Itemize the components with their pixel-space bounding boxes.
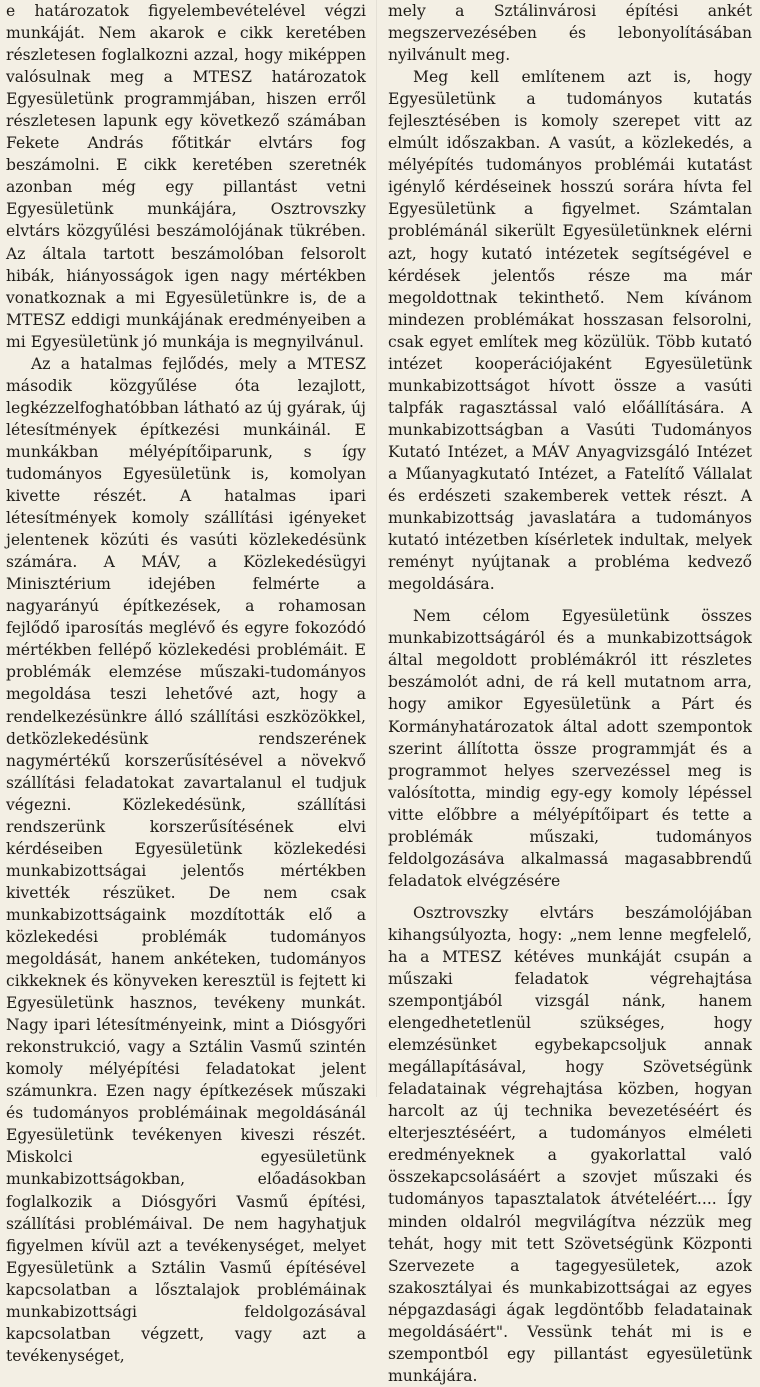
right-text-column bbox=[388, 0, 752, 1385]
paragraph-continuation: e határozatok figyelembevételével végzi munkáját. Nem akarok e cikk keretében részletesen foglalkozni azzal, hogy miképpen valósulnak meg a MTESZ határozatok Egyesületünk programmjában, hiszen erről részletesen lapunk egy következő számában Fekete András főtitkár elvtárs fog beszámolni. E cikk keretében szeretnék azonban még egy pillantást vetni Egyesületünk munkájára, Osztrovszky elvtárs közgyűlési beszámolójának tükrében. Az általa tartott beszámolóban felsorolt hibák, hiányosságok igen nagy mértékben vonatkoznak a mi Egyesületünkre is, de a MTESZ eddigi munkájának eredményeiben a mi Egyesületünk jó munkája is megnyilvánul. bbox=[6, 2, 366, 351]
paragraph-sztalinvaros: mely a Sztálinvárosi építési ankét megszervezésében és lebonyolításában nyilvánult meg. bbox=[388, 2, 752, 65]
paragraph-development: Az a hatalmas fejlődés, mely a MTESZ második közgyűlése óta lezajlott, legkézzelfoghatóbban látható az új gyárak, új létesítmények építkezési munkáinál. E munkákban mélyépítőiparunk, s így tudományos Egyesületünk is, komolyan kivette részét. A hatalmas ipari létesítmények komoly szállítási igényeket jelentenek közúti és vasúti közlekedésünk számára. A MÁV, a Közlekedésügyi Minisztérium idejében felmérte a nagyarányú építkezések, a rohamosan fejlődő iparosítás meglévő és egyre fokozódó mértékben fellépő közlekedési problémáit. E problémák elemzése műszaki-tudományos megoldása teszi lehetővé azt, hogy a rendelkezésünkre álló szállítási eszközökkel, detközlekedésünk rendszerének nagymértékű korszerűsítésével a növekvő szállítási feladatokat zavartalanul el tudjuk végezni. Közlekedésünk, szállítási rendszerünk korszerűsítésének elvi kérdéseiben Egyesületünk közlekedési munkabizottságai jelentős mértékben kivették részüket. De nem csak munkabizottságaink mozdították elő a közlekedési problémák tudományos megoldását, hanem ankéteken, tudományos cikkeknek és könyveken keresztül is fejtett ki Egyesületünk hasznos, tevékeny munkát. Nagy ipari létesítményeink, mint a Diósgyőri rekonstrukció, vagy a Sztálin Vasmű szintén komoly mélyépítési feladatokat jelent számunkra. Ezen nagy építkezések műszaki és tudományos problémáinak megoldásánál Egyesületünk tevékenyen kiveszi részét. Miskolci egyesületünk munkabizottságokban, előadásokban foglalkozik a Diósgyőri Vasmű építési, szállítási problémáival. De nem hagyhatjuk figyelmen kívül azt a tevékenységet, melyet Egyesületünk a Sztálin Vasmű építésével kapcsolatban a lősztalajok problémáinak munkabizottsági feldolgozásával kapcsolatban végzett, vagy azt a tevékenységet, bbox=[6, 354, 366, 1365]
column-gutter bbox=[376, 0, 377, 1097]
paragraph-research: Meg kell említenem azt is, hogy Egyesületünk a tudományos kutatás fejlesztésében is komoly szerepet vitt az elmúlt időszakban. A vasút, a közlekedés, a mélyépítés tudományos problémái kutatást igénylő kérdéseinek hosszú sorára hívta fel Egyesületünk a figyelmet. Számtalan problémánál sikerült Egyesületünknek elérni azt, hogy kutató intézetek segítségével e kérdések jelentős része ma már megoldottnak tekinthető. Nem kívánom mindezen problémákat hosszasan felsorolni, csak egyet említek meg közülük. Több kutató intézet kooperációjaként Egyesületünk munkabizottságot hívott össze a vasúti talpfák ragasztással való előállítására. A munkabizottságban a Vasúti Tudományos Kutató Intézet, a MÁV Anyagvizsgáló Intézet a Műanyagkutató Intézet, a Fatelítő Vállalat és erdészeti szakemberek vettek részt. A munkabizottság javaslatára a tudományos kutató intézetben kísérletek indultak, melyek reményt nyújtanak a probléma kedvező megoldására. bbox=[388, 68, 752, 594]
left-text-column bbox=[6, 0, 366, 1365]
paragraph-program: Nem célom Egyesületünk összes munkabizottságáról és a munkabizottságok által megoldott problémákról itt részletes beszámolót adni, de rá kell mutatnom arra, hogy amikor Egyesületünk a Párt és Kormányhatározatok által adott szempontok szerint állította össze programmját és a programmot helyes szervezéssel meg is valósította, mindig egy-egy komoly lépéssel vitte előbbre a mélyépítőipart és tette a problémák műszaki, tudományos feldolgozásáva alkalmassá magasabbrendű feladatok elvégzésére bbox=[388, 607, 752, 890]
paragraph-osztrovszky-quote: Osztrovszky elvtárs beszámolójában kihangsúlyozta, hogy: „nem lenne megfelelő, ha a MTESZ kétéves munkáját csupán a műszaki feladatok végrehajtása szempontjából vizsgál nánk, hanem elengedhetetlenül szükséges, hogy elemzésünket egybekapcsoljuk annak megállapításával, hogy Szövetségünk feladatainak végrehajtása közben, hogyan harcolt az új technika bevezetéséért és elterjesztéséért, a tudományos elméleti eredményeknek a gyakorlattal való összekapcsolásáért a szovjet műszaki és tudományos tapasztalatok átvételéért.... Így minden oldalról megvilágítva nézzük meg tehát, hogy mit tett Szövetségünk Központi Szervezete a tagegyesületek, azok szakosztályai és munkabizottságai az egyes népgazdasági ágak legdöntőbb feladatainak megoldásáért". Vessünk tehát mi is e szempontból egy pillantást egyesületünk munkájára. bbox=[388, 903, 752, 1385]
